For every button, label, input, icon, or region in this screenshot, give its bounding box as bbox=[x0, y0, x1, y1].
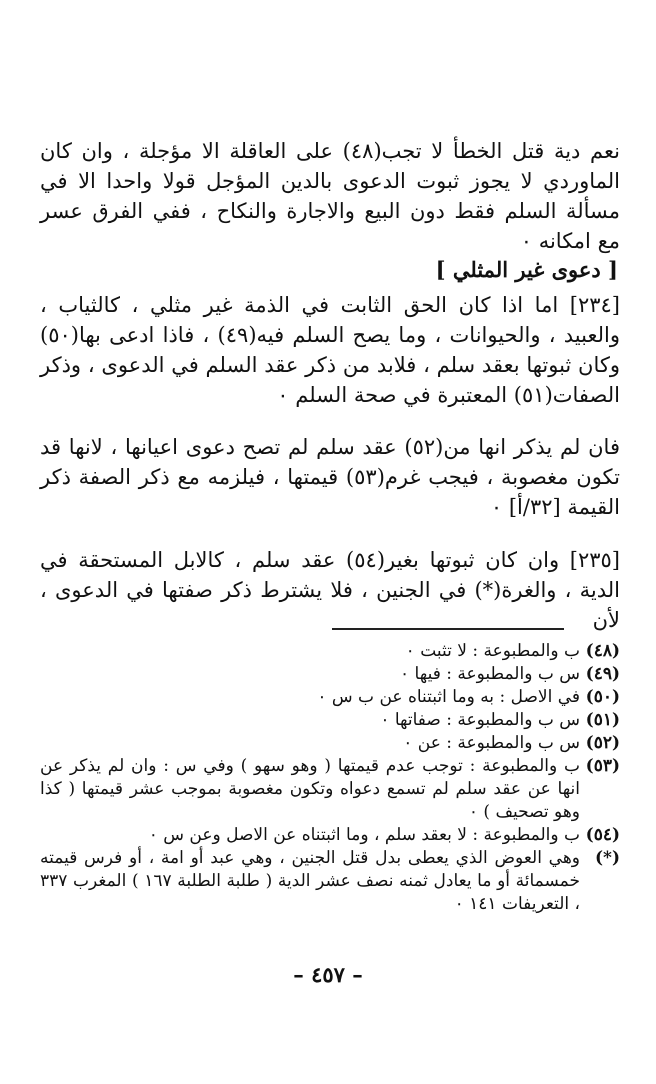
footnote-number: (٥٢) bbox=[585, 733, 620, 753]
footnote-51 bbox=[40, 709, 620, 732]
footnotes-section bbox=[40, 640, 620, 916]
footnote-text: س ب والمطبوعة : عن ٠ bbox=[403, 733, 580, 753]
footnote-number: (٥٠) bbox=[585, 687, 620, 707]
section-heading: [ دعوى غير المثلي ] bbox=[435, 257, 618, 282]
page-number: – ٤٥٧ – bbox=[293, 962, 363, 987]
paragraph-text: نعم دية قتل الخطأ لا تجب(٤٨) على العاقلة الا مؤجلة ، وان كان الماوردي لا يجوز ثبوت الدعوى بالدين المؤجل قولا واحدا الا في مسألة السلم فقط دون البيع والاجارة والنكاح ، ففي الفرق عسر مع امكانه ٠ bbox=[40, 139, 620, 253]
footnote-52 bbox=[40, 732, 620, 755]
footnote-number: (٥٣) bbox=[585, 756, 620, 776]
body-paragraph-2 bbox=[40, 290, 620, 410]
footnote-48 bbox=[40, 640, 620, 663]
footnote-number: (٥٤) bbox=[585, 825, 620, 845]
footnote-divider bbox=[332, 628, 564, 630]
footnote-text: وهي العوض الذي يعطى بدل قتل الجنين ، وهي عبد أو امة ، أو فرس قيمته خمسمائة أو ما يعادل ثمنه نصف عشر الدية ( طلبة الطلبة ١٦٧ ) المغرب ٣٣٧ ، التعريفات ١٤١ ٠ bbox=[40, 848, 580, 914]
footnote-text: ب والمطبوعة : لا بعقد سلم ، وما اثبتناه عن الاصل وعن س ٠ bbox=[148, 825, 580, 845]
paragraph-text: [٢٣٤] اما اذا كان الحق الثابت في الذمة غير مثلي ، كالثياب ، والعبيد ، والحيوانات ، وما يصح السلم فيه(٤٩) ، فاذا ادعى بها(٥٠) وكان ثبوتها بعقد سلم ، فلابد من ذكر عقد السلم في الدعوى ، وذكر الصفات(٥١) المعتبرة في صحة السلم ٠ bbox=[40, 293, 620, 407]
body-paragraph-4 bbox=[40, 545, 620, 635]
footnote-number: (٤٨) bbox=[585, 641, 620, 661]
body-paragraph-3 bbox=[40, 432, 620, 522]
footnote-text: ب والمطبوعة : توجب عدم قيمتها ( وهو سهو ) وفي س : وان لم يذكر عن انها عن عقد سلم لم تسمع دعواه وتكون مغصوبة بموجب عشر قيمتها ( كذا وهو تصحيف ) ٠ bbox=[40, 756, 580, 822]
footnote-number: (*) bbox=[595, 848, 620, 868]
footnote-number: (٥١) bbox=[585, 710, 620, 730]
paragraph-text: [٢٣٥] وان كان ثبوتها بغير(٥٤) عقد سلم ، كالابل المستحقة في الدية ، والغرة(*) في الجنين ، فلا يشترط ذكر صفتها في الدعوى ، لأن bbox=[40, 548, 620, 632]
paragraph-text: فان لم يذكر انها من(٥٢) عقد سلم لم تصح دعوى اعيانها ، لانها قد تكون مغصوبة ، فيجب غرم(٥٣) قيمتها ، فيلزمه مع ذكر الصفة ذكر القيمة [٣٢/أ] ٠ bbox=[40, 435, 620, 519]
footnote-50 bbox=[40, 686, 620, 709]
footnote-text: س ب والمطبوعة : صفاتها ٠ bbox=[380, 710, 580, 730]
footnote-49 bbox=[40, 663, 620, 686]
footnote-text: ب والمطبوعة : لا تثبت ٠ bbox=[405, 641, 580, 661]
footnote-text: س ب والمطبوعة : فيها ٠ bbox=[400, 664, 580, 684]
footnote-text: في الاصل : به وما اثبتناه عن ب س ٠ bbox=[317, 687, 580, 707]
body-paragraph-1 bbox=[40, 136, 620, 256]
footnote-53 bbox=[40, 755, 620, 824]
footnote-star bbox=[40, 847, 620, 916]
footnote-54 bbox=[40, 824, 620, 847]
footnote-number: (٤٩) bbox=[585, 664, 620, 684]
